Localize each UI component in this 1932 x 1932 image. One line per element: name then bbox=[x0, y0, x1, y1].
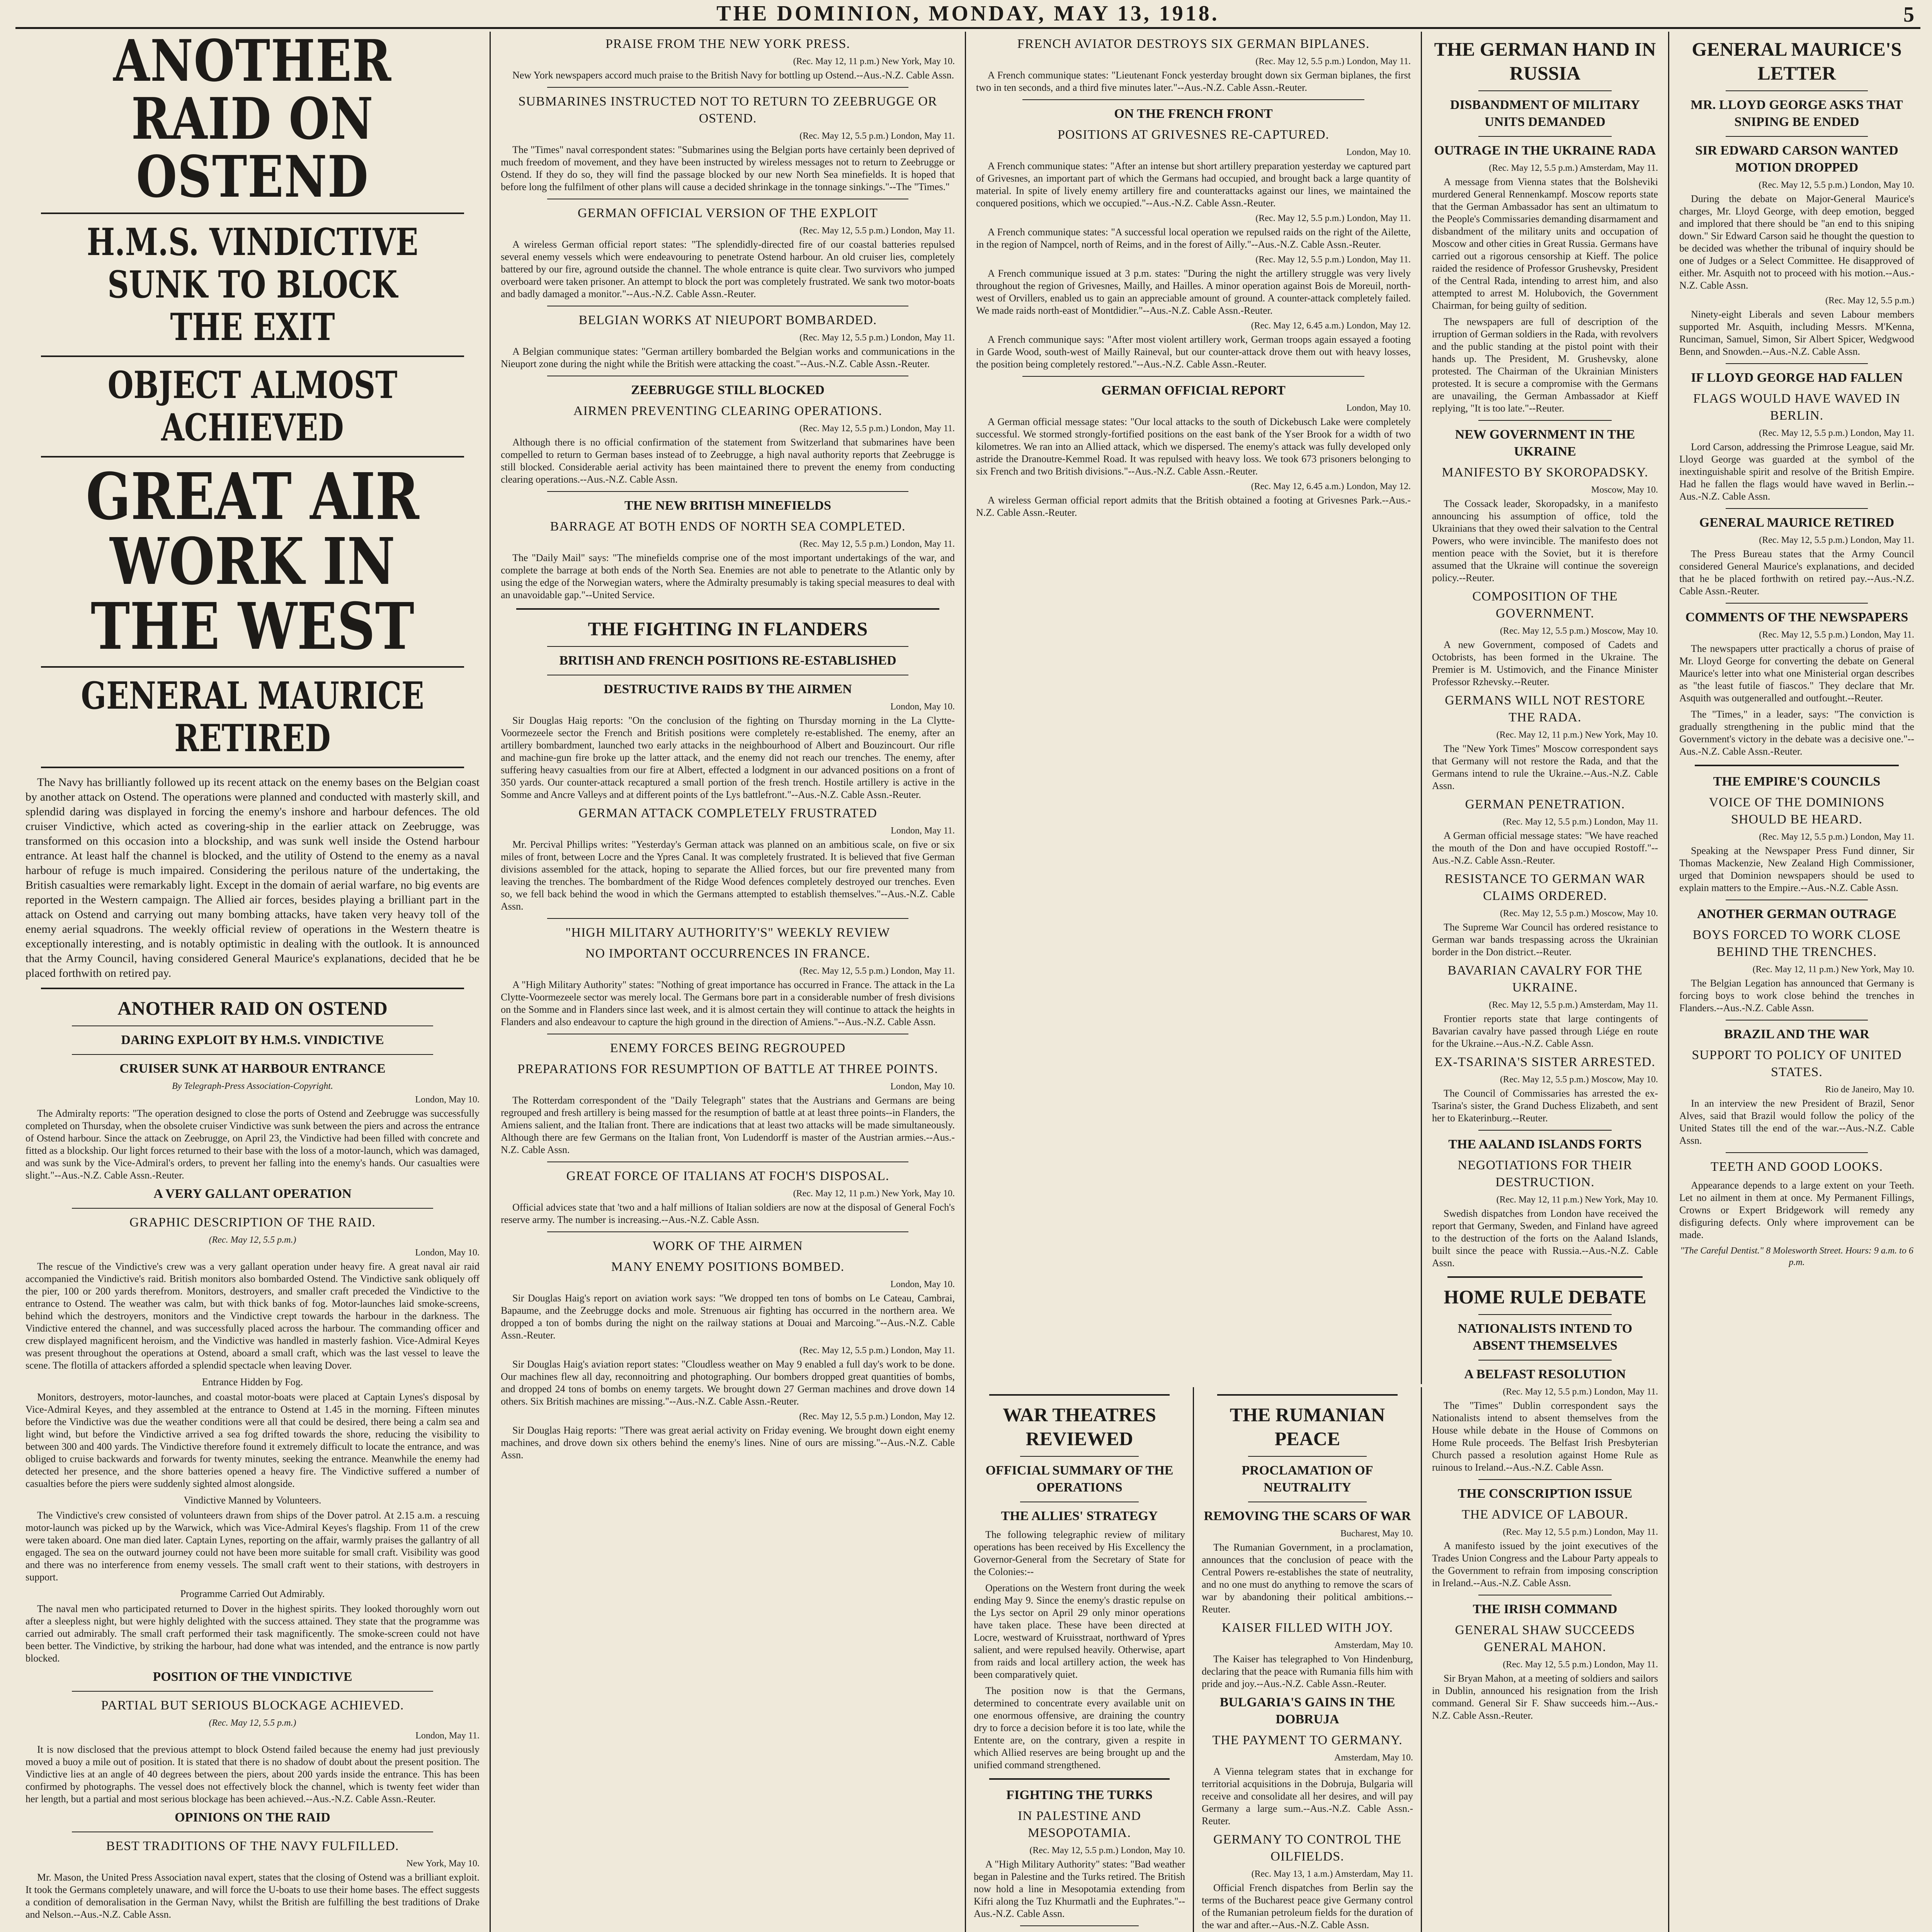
column-3-lower bbox=[966, 1387, 1422, 1932]
dateline: London, May 10. bbox=[415, 1248, 480, 1258]
lead-summary: The Navy has brilliantly followed up its recent attack on the enemy bases on the Belgian coast by another attack on Ostend. The operations were planned and conducted with masterly skill, and splendid daring was displayed in forcing the enemy's inshore and harbour defences. The old cruiser Vindictive, which acted as covering-ship in the earlier attack on Zeebrugge, was transformed on this occasion into a blockship, and was sunk well inside the Ostend harbour entrance. At least half the channel is blocked, and the utility of Ostend to the enemy as a naval harbour of refuge is much impaired. Considering the perilous nature of the undertaking, the British casualties were remarkably light. Except in the domain of aerial warfare, no big events are reported in the Western campaign. The Allied air forces, besides playing a brilliant part in the attack on Ostend and carrying out many bombing attacks, have taken very heavy toll of the enemy aerial squadrons. The weekly official review of operations in the Western theatre is exceptionally interesting, and is notably optimistic in dealing with the outlook. It is announced that the Army Council, having considered General Maurice's explanations, decided that he be placed forthwith on retired pay. bbox=[26, 776, 480, 980]
column-2 bbox=[491, 32, 966, 1932]
article-paragraph: The Cossack leader, Skoropadsky, in a manifesto announcing his assumption of office, told the Ukrainians that they owed their salvation to the Central Powers, who were invincible. The manifesto does not mention peace with the Soviet, but it is therefore assumed that the Ukraine will continue the sovereign policy.--Reuter. bbox=[1432, 498, 1658, 583]
subheading: A BELFAST RESOLUTION bbox=[1464, 1367, 1626, 1381]
dateline: (Rec. May 12, 5.5 p.m.) London, May 11. bbox=[1759, 832, 1914, 842]
dateline: (Rec. May 12, 5.5 p.m.) bbox=[209, 1718, 296, 1728]
article-paragraph: A French communique states: "A successful local operation we repulsed raids on the right of the Ailette, in the region of Nampcel, north of Reims, and in the forest of Ailly."--Aus.-N.Z. Cable Assn.-Reuter. bbox=[976, 226, 1411, 250]
article-paragraph: A French communique says: "After most violent artillery work, German troops again essayed a footing in Garde Wood, south-west of Mailly Raineval, but our counter-attack drove them out with heavy losses, the position being completely restored."--Aus.-N.Z. Cable Assn.-Reuter. bbox=[976, 334, 1411, 370]
dateline: London, May 11. bbox=[415, 1731, 480, 1741]
article-paragraph: It is now disclosed that the previous attempt to block Ostend failed because the enemy had just previously moved a buoy a mile out of position. It is stated that there is no shadow of doubt about the present position. The Vindictive lies at an angle of 40 degrees between the piers, about 200 yards inside the entrance. This has been confirmed by photographs. The vessel does not effectively block the channel, which is twenty feet wider than her length, but a partial and most serious blockage has been achieved.--Aus.-N.Z. Cable Assn.-Reuter. bbox=[26, 1744, 480, 1804]
article-paragraph: The position now is that the Germans, determined to concentrate every available unit on one enormous offensive, are draining the country dry to force a decision before it is too late, while the Entente are, on the contrary, given a respite in which Allied reserves are being brought up and the unified command strengthened. bbox=[974, 1685, 1185, 1770]
dateline: (Rec. May 12, 5.5 p.m.) London, May 11. bbox=[1503, 1387, 1658, 1397]
advert-address: "The Careful Dentist." 8 Molesworth Street. Hours: 9 a.m. to 6 p.m. bbox=[1680, 1246, 1913, 1267]
subheading: RESISTANCE TO GERMAN WAR CLAIMS ORDERED. bbox=[1444, 872, 1646, 903]
dateline: Rio de Janeiro, May 10. bbox=[1825, 1085, 1914, 1095]
article-paragraph: The newspapers are full of description of the irruption of German soldiers in the Rada, with revolvers and the public standing at the pistol point with their hands up. The President, M. Grushevsky, alone protested. The Chairman of the Ukrainian Ministers protested. It is secure a compromise with the Germans are unavailing, the German Ambassador at Kieff replying, "It is too late."--Reuter. bbox=[1432, 316, 1658, 414]
dateline: (Rec. May 12, 5.5 p.m.) London, May 11. bbox=[1255, 255, 1411, 265]
divider bbox=[1020, 1925, 1139, 1926]
divider bbox=[1726, 363, 1868, 364]
article-paragraph: Speaking at the Newspaper Press Fund dinner, Sir Thomas Mackenzie, New Zealand High Commissioner, urged that Dominion newspapers should be used to explain matters to the Empire.--Aus.-N.Z. Cable Assn. bbox=[1679, 845, 1914, 893]
dateline: (Rec. May 13, 1 a.m.) Amsterdam, May 11. bbox=[1251, 1869, 1413, 1879]
dateline: London, May 10. bbox=[890, 1279, 955, 1289]
divider bbox=[41, 456, 464, 457]
subheading: POSITION OF THE VINDICTIVE bbox=[153, 1670, 352, 1684]
article-paragraph: A Vienna telegram states that in exchange for territorial acquisitions in the Dobruja, Bulgaria will receive and consolidate all her desires, and will pay Germany a large sum.--Aus.-N.Z. Cable Assn.-Reuter. bbox=[1202, 1766, 1413, 1827]
dateline: London, May 10. bbox=[415, 1095, 480, 1105]
dateline: London, May 10. bbox=[1346, 403, 1411, 413]
divider bbox=[72, 1208, 433, 1209]
article-paragraph: Sir Douglas Haig reports: "On the conclusion of the fighting on Thursday morning in the La Clytte-Voormezeele sector the French and British positions were completely re-established. The enemy, after an artillery bombardment, launched two early attacks in the neighbourhood of Albert and Bouzincourt. Our rifle and machine-gun fire broke up the latter attack, and the enemy did not reach our trenches. The enemy, after suffering heavy casualties from our fire at Albert, effected a lodgment in our advanced positions on a front of 350 yards. Our counter-attack recaptured a small portion of the fresh trench. Hostile artillery is active in the Somme and Ancre Valleys and at different points of the Lys battlefront."--Aus.-N.Z. Cable Assn.-Reuter. bbox=[501, 715, 955, 800]
dateline: (Rec. May 12, 5.5 p.m.) Amsterdam, May 11. bbox=[1489, 163, 1658, 173]
dateline: (Rec. May 12, 5.5 p.m.) Moscow, May 10. bbox=[1500, 626, 1658, 636]
subheading: MANY ENEMY POSITIONS BOMBED. bbox=[611, 1260, 845, 1274]
article-paragraph: A manifesto issued by the joint executives of the Trades Union Congress and the Labour Party appeals to the Government to refrain from imposing conscription in Ireland.--Aus.-N.Z. Cable Assn. bbox=[1432, 1540, 1658, 1588]
divider bbox=[1478, 1479, 1612, 1480]
subheading: SUBMARINES INSTRUCTED NOT TO RETURN TO ZEEBRUGGE OR OSTEND. bbox=[518, 94, 937, 126]
subheading: GENERAL MAURICE RETIRED bbox=[1699, 515, 1895, 530]
headline-another-raid: ANOTHER RAID ON OSTEND bbox=[113, 32, 392, 210]
article-paragraph: Official French dispatches from Berlin say the terms of the Bucharest peace give Germany control of the Rumanian petroleum fields for the duration of the war and after.--Aus.-N.Z. Cable Assn. bbox=[1202, 1882, 1413, 1930]
subheading: MR. LLOYD GEORGE ASKS THAT SNIPING BE ENDED bbox=[1690, 98, 1903, 129]
divider bbox=[1726, 90, 1868, 91]
article-paragraph: A French communique issued at 3 p.m. states: "During the night the artillery struggle was very lively throughout the region of Grivesnes, Mailly, and Hailles. A minor operation against Bois de Moreuil, north-west of Orvillers, enabled us to gain an appreciable amount of ground. A counter-attack completely failed. We made raids north-east of Montdidier."--Aus.-N.Z. Cable Assn.-Reuter. bbox=[976, 268, 1411, 316]
divider bbox=[1726, 603, 1868, 604]
subheading: MANIFESTO BY SKOROPADSKY. bbox=[1442, 465, 1648, 480]
article-paragraph: A "High Military Authority" states: "Nothing of great importance has occurred in France. The attack in the La Clytte-Voormezeele sector was merely local. The Germans bore part in a considerable number of fresh divisions on the Somme and in Flanders since last week, and it is almost certain they will continue to attack the heights in Flanders and also endeavour to capture the high ground in the direction of Amiens."--Aus.-N.Z. Cable Assn. bbox=[501, 979, 955, 1027]
article-paragraph: Mr. Mason, the United Press Association naval expert, states that the closing of Ostend was a brilliant exploit. It took the Germans completely unaware, and will force the U-boats to use their home bases. The effect suggests a condition of demoralisation in the German Navy, whilst the British are fulfilling the best traditions of Drake and Nelson.--Aus.-N.Z. Cable Assn. bbox=[26, 1872, 480, 1920]
divider bbox=[547, 1231, 908, 1232]
subheading: ZEEBRUGGE STILL BLOCKED bbox=[631, 383, 825, 397]
advert-heading: TEETH AND GOOD LOOKS. bbox=[1711, 1160, 1883, 1174]
dateline: (Rec. May 12, 5.5 p.m.) London, May 11. bbox=[1759, 428, 1914, 438]
subheading: BELGIAN WORKS AT NIEUPORT BOMBARDED. bbox=[578, 313, 877, 327]
dateline: Amsterdam, May 10. bbox=[1334, 1753, 1413, 1763]
subheading: BARRAGE AT BOTH ENDS OF NORTH SEA COMPLETED. bbox=[550, 519, 906, 534]
article-paragraph: A new Government, composed of Cadets and Octobrists, has been formed in the Ukraine. The Premier is M. Ustimovich, and the Finance Minister Professor Rzhevsky.--Reuter. bbox=[1432, 639, 1658, 687]
article-paragraph: Mr. Percival Phillips writes: "Yesterday's German attack was planned on an ambitious scale, on five or six miles of front, between Locre and the Ypres Canal. It was completely frustrated. It is believed that five German divisions assembled for the attack, hoping to separate the Allied forces, but our fire prevented many from leaving the trenches. The bombardment of the Ridge Wood defences completely destroyed our trenches. Even so, we fell back behind the wood in which the Germans attempted to establish themselves."--Aus.-N.Z. Cable Assn. bbox=[501, 839, 955, 912]
dateline: Moscow, May 10. bbox=[1591, 485, 1658, 495]
article-paragraph: A message from Vienna states that the Bolsheviki murdered General Rennenkampf. Moscow reports state that the German Ambassador has sent an ultimatum to the People's Commissaries demanding disarmament and disbandment of the military units and occupation of Moscow and other cities in Great Russia. Germans have carried out a rigorous censorship at Kieff. The police raided the residence of Professor Grushevsky, President of the Central Rada, intending to arrest him, and also attempted to arrest M. Holubovich, the Government Chairman, for being guilty of sedition. bbox=[1432, 176, 1658, 311]
dateline: (Rec. May 12, 6.45 a.m.) London, May 12. bbox=[1251, 481, 1411, 492]
dateline: (Rec. May 12, 5.5 p.m.) London, May 11. bbox=[1503, 1660, 1658, 1670]
dateline: (Rec. May 12, 5.5 p.m.) London, May 11. bbox=[799, 333, 955, 343]
divider bbox=[1248, 1456, 1367, 1457]
headline-vindictive-sunk: H.M.S. VINDICTIVE SUNK TO BLOCK THE EXIT bbox=[87, 220, 418, 349]
article-paragraph: Ninety-eight Liberals and seven Labour members supported Mr. Asquith, including Messrs. M'Kenna, Runciman, Samuel, Simon, Sir Albert Spicer, Wedgwood Benn, and Snowden.--Aus.-N.Z. Cable Assn. bbox=[1679, 309, 1914, 357]
dateline: (Rec. May 12, 11 p.m.) New York, May 10. bbox=[1752, 964, 1914, 975]
subheading: DESTRUCTIVE RAIDS BY THE AIRMEN bbox=[604, 682, 852, 696]
column-3 bbox=[966, 32, 1422, 1384]
dateline: (Rec. May 12, 5.5 p.m.) London, May 11. bbox=[1759, 630, 1914, 640]
subheading: OFFICIAL SUMMARY OF THE OPERATIONS bbox=[985, 1463, 1173, 1495]
subheading: GERMAN OFFICIAL REPORT bbox=[1101, 383, 1286, 398]
article-paragraph: Sir Douglas Haig's report on aviation work says: "We dropped ten tons of bombs on Le Cateau, Cambrai, Bapaume, and the Zeebrugge docks and mole. Strenuous air fighting has occurred in the northern area. We dropped a ton of bombs during the night on the railway stations at Douai and Marcoing."--Aus.-N.Z. Cable Assn.-Reuter. bbox=[501, 1293, 955, 1341]
article-paragraph: A German official message states: "We have reached the mouth of the Don and have occupied Rostoff."--Aus.-N.Z. Cable Assn.-Reuter. bbox=[1432, 830, 1658, 866]
article-paragraph: The Vindictive's crew consisted of volunteers drawn from ships of the Dover patrol. At 2.15 a.m. a rescuing motor-launch was picked up by the Warwick, which was Vice-Admiral Keyes's flagship. From 11 of the crew were taken aboard. One man died later. Captain Lynes, reporting on the affair, warmly praises the gallantry of all engaged. The sea on the outward journey could not have been more suitable for small craft. Visibility was good and there was no interference from enemy vessels. The small craft went to their stations, with destroyers in support. bbox=[26, 1510, 480, 1583]
subheading: ON THE FRENCH FRONT bbox=[1114, 107, 1273, 121]
headline-great-air-work: GREAT AIR WORK IN THE WEST bbox=[86, 459, 419, 664]
divider bbox=[41, 988, 464, 989]
article-paragraph: Although there is no official confirmation of the statement from Switzerland that submarines have been compelled to return to German bases instead of to Zeebrugge, a high naval authority reports that Zeebrugge is still blocked. Considerable aerial activity has been maintained there to prevent the enemy from conducting clearing operations.--Aus.-N.Z. Cable Assn. bbox=[501, 437, 955, 485]
dateline: (Rec. May 12, 5.5 p.m.) bbox=[1825, 296, 1914, 306]
subheading: THE EMPIRE'S COUNCILS bbox=[1713, 774, 1881, 789]
dateline: (Rec. May 12, 5.5 p.m.) London, May 11. bbox=[1503, 817, 1658, 827]
subheading: REMOVING THE SCARS OF WAR bbox=[1204, 1509, 1411, 1523]
article-paragraph: The Press Bureau states that the Army Council considered General Maurice's explanations, and decided that he be placed forthwith on retired pay.--Aus.-N.Z. Cable Assn.-Reuter. bbox=[1679, 548, 1914, 597]
subheading: POSITIONS AT GRIVESNES RE-CAPTURED. bbox=[1057, 128, 1330, 142]
divider bbox=[989, 1778, 1170, 1780]
headline-maurice-letter: GENERAL MAURICE'S LETTER bbox=[1692, 38, 1902, 84]
dateline: (Rec. May 12, 5.5 p.m.) London, May 11. bbox=[799, 131, 955, 141]
dateline: (Rec. May 12, 5.5 p.m.) London, May 11. bbox=[799, 539, 955, 549]
subheading: "HIGH MILITARY AUTHORITY'S" WEEKLY REVIEW bbox=[565, 925, 890, 940]
subheading: BRAZIL AND THE WAR bbox=[1724, 1027, 1869, 1041]
article-paragraph: The rescue of the Vindictive's crew was a very gallant operation under heavy fire. A great naval air raid accompanied the Vindictive's raid. British monitors also bombarded Ostend. The Vindictive sank obliquely off the pier, 100 or 200 yards therefrom. Monitors, destroyers, and smaller craft preceded the Vindictive to the entrance to Ostend. The weather was calm, but with thick banks of fog. Motor-launches laid smoke-screens, behind which the destroyers, monitors and the Vindictive crept towards the harbour in the darkness. The Vindictive entered the channel, and was successfully placed across the harbour. The commanding officer and crew displayed magnificent heroism, and the Vindictive was handled in masterly fashion. Vice-Admiral Keyes was present throughout the operations at Ostend, aboard a small craft, which was the last vessel to leave the scene. The flotilla of attackers afforded a splendid spectacle when leaving Dover. bbox=[26, 1261, 480, 1371]
divider bbox=[1478, 420, 1612, 421]
subheading: NEGOTIATIONS FOR THEIR DESTRUCTION. bbox=[1458, 1158, 1633, 1189]
divider bbox=[1022, 376, 1364, 377]
article-paragraph: Frontier reports state that large contingents of Bavarian cavalry have passed through Liége en route for the Ukraine.--Aus.-N.Z. Cable Assn. bbox=[1432, 1013, 1658, 1049]
column-1 bbox=[15, 32, 491, 1932]
masthead-title: THE DOMINION, MONDAY, MAY 13, 1918. bbox=[716, 2, 1219, 26]
dateline: (Rec. May 12, 11 p.m.) New York, May 10. bbox=[793, 1189, 955, 1199]
subheading: IF LLOYD GEORGE HAD FALLEN bbox=[1691, 371, 1903, 385]
dateline: (Rec. May 12, 5.5 p.m.) Moscow, May 10. bbox=[1500, 1075, 1658, 1085]
divider bbox=[516, 608, 939, 610]
subheading: COMMENTS OF THE NEWSPAPERS bbox=[1685, 610, 1908, 624]
dateline: (Rec. May 12, 11 p.m.) New York, May 10. bbox=[1496, 730, 1658, 740]
headline-home-rule: HOME RULE DEBATE bbox=[1444, 1286, 1646, 1308]
war-theatres-column bbox=[966, 1387, 1194, 1932]
subheading: PARTIAL BUT SERIOUS BLOCKAGE ACHIEVED. bbox=[101, 1698, 404, 1713]
subheading: GERMAN PENETRATION. bbox=[1465, 797, 1625, 811]
subheading: CRUISER SUNK AT HARBOUR ENTRANCE bbox=[119, 1061, 386, 1076]
subheading: PREPARATIONS FOR RESUMPTION OF BATTLE AT THREE POINTS. bbox=[517, 1062, 938, 1076]
divider bbox=[1478, 136, 1612, 137]
dateline: London, May 10. bbox=[890, 702, 955, 712]
subheading: IN PALESTINE AND MESOPOTAMIA. bbox=[1018, 1809, 1141, 1840]
subheading: FRENCH AVIATOR DESTROYS SIX GERMAN BIPLANES. bbox=[1017, 37, 1370, 51]
dateline: (Rec. May 12, 6.45 a.m.) London, May 12. bbox=[1251, 321, 1411, 331]
page-number: 5 bbox=[1903, 3, 1917, 27]
divider bbox=[1020, 1456, 1139, 1457]
dateline: (Rec. May 12, 5.5 p.m.) London, May 11. bbox=[1759, 535, 1914, 545]
article-paragraph: The newspapers utter practically a chorus of praise of Mr. Lloyd George for converting the debate on General Maurice's letter into what one Ministerial organ describes as "the least futile of fiascos." They declare that Mr. Asquith was outgeneralled and outfought.--Reuter. bbox=[1679, 643, 1914, 704]
divider bbox=[1478, 1130, 1612, 1131]
article-paragraph: New York newspapers accord much praise to the British Navy for bottling up Ostend.--Aus.-N.Z. Cable Assn. bbox=[512, 70, 954, 81]
subheading: THE PAYMENT TO GERMANY. bbox=[1212, 1733, 1403, 1747]
dateline: (Rec. May 12, 5.5 p.m.) London, May 11. bbox=[1255, 213, 1411, 223]
rumanian-peace-column bbox=[1194, 1387, 1422, 1932]
subheading: WORK OF THE AIRMEN bbox=[653, 1239, 803, 1253]
byline: By Telegraph-Press Association-Copyright. bbox=[172, 1081, 333, 1091]
article-paragraph: The "Times," in a leader, says: "The conviction is gradually strengthening in the public mind that the Government's victory in the debate was a decisive one."--Aus.-N.Z. Cable Assn.-Reuter. bbox=[1679, 709, 1914, 757]
subheading: GERMANY TO CONTROL THE OILFIELDS. bbox=[1213, 1832, 1401, 1864]
dateline: (Rec. May 12, 5.5 p.m.) London, May 10. bbox=[1759, 180, 1914, 190]
dateline: (Rec. May 12, 11 p.m.) New York, May 10. bbox=[793, 56, 955, 66]
dateline: London, May 11. bbox=[891, 826, 955, 836]
article-paragraph: The Council of Commissaries has arrested the ex-Tsarina's sister, the Grand Duchess Elizabeth, and sent her to Ekaterinburg.--Reuter. bbox=[1432, 1088, 1658, 1124]
article-paragraph: The Supreme War Council has ordered resistance to German war bands trespassing across the Ukrainian border in the Don district.--Reuter. bbox=[1432, 922, 1658, 957]
divider bbox=[1478, 1314, 1612, 1315]
headline-object-achieved: OBJECT ALMOST ACHIEVED bbox=[107, 363, 398, 449]
subheading: GERMAN OFFICIAL VERSION OF THE EXPLOIT bbox=[578, 206, 878, 220]
divider bbox=[1726, 1152, 1868, 1153]
divider bbox=[1726, 508, 1868, 509]
divider bbox=[547, 491, 908, 492]
divider bbox=[989, 1394, 1170, 1396]
article-paragraph: Operations on the Western front during the week ending May 9. Since the enemy's drastic repulse on the Lys sector on April 29 only minor operations have taken place. These have been directed at Locre, westward of Kruisstraat, northward of Ypres salient, and were repulsed heavily. Otherwise, apart from raids and local artillery action, the week has been comparatively quiet. bbox=[974, 1582, 1185, 1680]
divider bbox=[1695, 765, 1899, 766]
divider bbox=[41, 355, 464, 357]
divider bbox=[72, 1054, 433, 1055]
headline-war-theatres: WAR THEATRES REVIEWED bbox=[1003, 1404, 1156, 1449]
divider bbox=[41, 213, 464, 214]
subheading: THE AALAND ISLANDS FORTS bbox=[1448, 1137, 1642, 1151]
article-paragraph: During the debate on Major-General Maurice's charges, Mr. Lloyd George, with deep emotion, begged and implored that there should be "an end to this sniping down." Sir Edward Carson said he thought the question to be decided was whether the tribunal of inquiry should be one of Judges or a Select Committee. He disapproved of either. Mr. Asquith not to proceed with his motion.--Aus.-N.Z. Cable Assn. bbox=[1679, 193, 1914, 291]
article-paragraph: A wireless German official report states: "The splendidly-directed fire of our coastal batteries repulsed several enemy vessels which were endeavouring to penetrate Ostend harbour. An old cruiser lies, completely battered by our fire, aground outside the channel. The whole entrance is quite clear. Two survivors who jumped overboard were taken prisoner. An attempt to block the port was completely frustrated. We sank two motor-boats and badly damaged a monitor."--Aus.-N.Z. Cable Assn.-Reuter. bbox=[501, 239, 955, 299]
divider bbox=[1726, 136, 1868, 137]
subheading: GENERAL SHAW SUCCEEDS GENERAL MAHON. bbox=[1455, 1623, 1635, 1654]
article-paragraph: The "Times" Dublin correspondent says the Nationalists intend to absent themselves from the House while debate in the House of Commons on Home Rule proceeds. The Belfast Irish Presbyterian Church passed a resolution against Home Rule as ruinous to Ireland.--Aus.-N.Z. Cable Assn. bbox=[1432, 1400, 1658, 1473]
dateline: (Rec. May 12, 5.5 p.m.) London, May 11. bbox=[799, 1345, 955, 1355]
headline-maurice-retired: GENERAL MAURICE RETIRED bbox=[81, 674, 424, 760]
article-paragraph: A "High Military Authority" states: "Bad weather began in Palestine and the Turks retired. The British now hold a line in Mesopotamia extending from Kifri along the Tuz Khurmatli and the Euphrates."--Aus.-N.Z. Cable Assn. bbox=[974, 1859, 1185, 1919]
subheading: GRAPHIC DESCRIPTION OF THE RAID. bbox=[129, 1215, 376, 1230]
subheading: OUTRAGE IN THE UKRAINE RADA bbox=[1434, 143, 1656, 158]
subheading: GREAT FORCE OF ITALIANS AT FOCH'S DISPOSAL. bbox=[566, 1169, 889, 1183]
subheading: SIR EDWARD CARSON WANTED MOTION DROPPED bbox=[1695, 143, 1898, 175]
article-paragraph: Sir Bryan Mahon, at a meeting of soldiers and sailors in Dublin, announced his resignation from the Irish command. General Sir F. Shaw succeeds him.--Aus.-N.Z. Cable Assn.-Reuter. bbox=[1432, 1673, 1658, 1721]
dateline: (Rec. May 12, 5.5 p.m.) London, May 11. bbox=[799, 966, 955, 976]
subheading: SUPPORT TO POLICY OF UNITED STATES. bbox=[1692, 1048, 1902, 1079]
dateline: London, May 10. bbox=[890, 1082, 955, 1092]
dateline: (Rec. May 12, 5.5 p.m.) London, May 11. bbox=[799, 226, 955, 236]
subheading: NEW GOVERNMENT IN THE UKRAINE bbox=[1455, 427, 1635, 459]
article-paragraph: The "Daily Mail" says: "The minefields comprise one of the most important undertakings of the war, and complete the barrage at both ends of the North Sea. Enemies are not able to penetrate to the Atlantic only by using the edge of the Norwegian waters, where the Admiralty presumably is taking special measures to deal with an unavoidable gap."--United Service. bbox=[501, 552, 955, 600]
subheading: OPINIONS ON THE RAID bbox=[175, 1810, 330, 1825]
divider bbox=[41, 666, 464, 668]
subheading: DARING EXPLOIT BY H.M.S. VINDICTIVE bbox=[121, 1033, 384, 1047]
crosshead: Entrance Hidden by Fog. bbox=[202, 1376, 303, 1388]
dateline: London, May 10. bbox=[1346, 147, 1411, 157]
dateline: (Rec. May 12, 5.5 p.m.) bbox=[209, 1235, 296, 1245]
subheading: AIRMEN PREVENTING CLEARING OPERATIONS. bbox=[573, 404, 883, 418]
divider bbox=[547, 646, 908, 647]
subheading: THE NEW BRITISH MINEFIELDS bbox=[624, 498, 832, 513]
subheading: BAVARIAN CAVALRY FOR THE UKRAINE. bbox=[1447, 963, 1643, 995]
subheading: PRAISE FROM THE NEW YORK PRESS. bbox=[605, 37, 850, 51]
subheading: DISBANDMENT OF MILITARY UNITS DEMANDED bbox=[1450, 98, 1640, 129]
article-paragraph: Official advices state that 'two and a half millions of Italian soldiers are now at the disposal of General Foch's reserve army. The number is increasing.--Aus.-N.Z. Cable Assn. bbox=[501, 1202, 955, 1225]
article-paragraph: The Kaiser has telegraphed to Von Hindenburg, declaring that the peace with Rumania fills him with pride and joy.--Aus.-N.Z. Cable Assn.-Reuter. bbox=[1202, 1653, 1413, 1689]
dateline: New York, May 10. bbox=[406, 1859, 480, 1869]
column-4 bbox=[1422, 32, 1669, 1932]
dateline: (Rec. May 12, 11 p.m.) New York, May 10. bbox=[1496, 1195, 1658, 1205]
divider bbox=[547, 918, 908, 919]
article-paragraph: A Belgian communique states: "German artillery bombarded the Belgian works and communications in the Nieuport zone during the night while the British were attacking the coast."--Aus.-N.Z. Cable Assn.-Reuter. bbox=[501, 346, 955, 369]
subheading: FIGHTING THE TURKS bbox=[1006, 1788, 1153, 1802]
dateline: (Rec. May 12, 5.5 p.m.) London, May 11. bbox=[1255, 56, 1411, 66]
section-heading: ANOTHER RAID ON OSTEND bbox=[117, 997, 388, 1019]
subheading: BRITISH AND FRENCH POSITIONS RE-ESTABLISHED bbox=[559, 653, 896, 668]
article-paragraph: Swedish dispatches from London have received the report that Germany, Sweden, and Finland have agreed to the destruction of the forts on the Aaland Islands, built since the peace with Russia.--Aus.-N.Z. Cable Assn. bbox=[1432, 1208, 1658, 1269]
dateline: (Rec. May 12, 5.5 p.m.) Amsterdam, May 11. bbox=[1489, 1000, 1658, 1010]
article-paragraph: The naval men who participated returned to Dover in the highest spirits. They looked thoroughly worn out after a sleepless night, but were highly delighted with the success attained. They state that the programme was carried out admirably. The small craft performed their task magnificently. The smoke-screen could not have been better. The Vindictive, by striking the harbour, had done what was intended, and the entrance is now partly blocked. bbox=[26, 1603, 480, 1664]
article-paragraph: Lord Carson, addressing the Primrose League, said Mr. Lloyd George was guarded at the symbol of the inextinguishable spirit and resolve of the British Empire. Had he fallen the flags would have waved in Berlin.--Aus.-N.Z. Cable Assn. bbox=[1679, 441, 1914, 502]
subheading: BULGARIA'S GAINS IN THE DOBRUJA bbox=[1219, 1695, 1395, 1726]
subheading: BEST TRADITIONS OF THE NAVY FULFILLED. bbox=[106, 1839, 399, 1853]
article-paragraph: Sir Douglas Haig's aviation report states: "Cloudless weather on May 9 enabled a full day's work to be done. Our machines flew all day, reconnoitring and photographing. Our bombers dropped great quantities of bombs, and dropped 24 tons of bombs on enemy targets. We brought down 27 German machines and drove down 14 others. Six British machines are missing."--Aus.-N.Z. Cable Assn.-Reuter. bbox=[501, 1359, 955, 1407]
dateline: Amsterdam, May 10. bbox=[1334, 1640, 1413, 1650]
subheading: FLAGS WOULD HAVE WAVED IN BERLIN. bbox=[1693, 391, 1901, 423]
masthead bbox=[15, 0, 1920, 29]
subheading: BOYS FORCED TO WORK CLOSE BEHIND THE TRENCHES. bbox=[1692, 928, 1901, 959]
divider bbox=[41, 767, 464, 768]
subheading: COMPOSITION OF THE GOVERNMENT. bbox=[1472, 589, 1618, 621]
crosshead: Programme Carried Out Admirably. bbox=[180, 1588, 325, 1599]
subheading: A VERY GALLANT OPERATION bbox=[153, 1187, 352, 1201]
article-paragraph: A German official message states: "Our local attacks to the south of Dickebusch Lake were completely successful. We stormed strongly-fortified positions on the east bank of the Yser Brook for a width of two kilometres. We ran into an Allied attack, which we dispersed. The enemy's attack was fully developed only astride the Dranoutre-Kemmel Road. It was repulsed with heavy loss. We took 673 prisoners belonging to six French and two British divisions."--Aus.-N.Z. Cable Assn.-Reuter. bbox=[976, 416, 1411, 477]
headline-rumanian-peace: THE RUMANIAN PEACE bbox=[1230, 1404, 1385, 1449]
divider bbox=[1447, 1276, 1643, 1278]
subheading: GERMANS WILL NOT RESTORE THE RADA. bbox=[1445, 693, 1645, 724]
article-paragraph: Sir Douglas Haig reports: "There was great aerial activity on Friday evening. We brought down eight enemy machines, and drove down six others behind the enemy's lines. Nine of ours are missing."--Aus.-N.Z. Cable Assn. bbox=[501, 1425, 955, 1461]
subheading: EX-TSARINA'S SISTER ARRESTED. bbox=[1435, 1055, 1655, 1069]
subheading: KAISER FILLED WITH JOY. bbox=[1222, 1621, 1393, 1635]
divider bbox=[1022, 99, 1364, 100]
article-paragraph: The "New York Times" Moscow correspondent says that Germany will not restore the Rada, and that the Germans intend to rule the Ukraine.--Aus.-N.Z. Cable Assn. bbox=[1432, 743, 1658, 791]
subheading: THE IRISH COMMAND bbox=[1473, 1602, 1617, 1616]
article-paragraph: The Belgian Legation has announced that Germany is forcing boys to work close behind the trenches in Flanders.--Aus.-N.Z. Cable Assn. bbox=[1679, 978, 1914, 1014]
dateline: (Rec. May 12, 5.5 p.m.) London, May 11. bbox=[799, 423, 955, 434]
divider bbox=[1478, 1360, 1612, 1361]
dateline: (Rec. May 12, 5.5 p.m.) Moscow, May 10. bbox=[1500, 908, 1658, 918]
divider bbox=[547, 87, 908, 88]
divider bbox=[72, 1691, 433, 1692]
subheading: THE CONSCRIPTION ISSUE bbox=[1458, 1486, 1633, 1501]
divider bbox=[1217, 1394, 1398, 1396]
dateline: (Rec. May 12, 5.5 p.m.) London, May 12. bbox=[799, 1412, 955, 1422]
headline-german-hand-russia: THE GERMAN HAND IN RUSSIA bbox=[1434, 38, 1656, 84]
article-paragraph: A French communique states: "After an intense but short artillery preparation yesterday we captured part of Grivesnes, an important part of which the Germans had occupied, and brought back a large quantity of material. In spite of lively enemy artillery fire and counterattacks against our lines, we maintained the conquered positions, which we occupied."--Aus.-N.Z. Cable Assn.-Reuter. bbox=[976, 160, 1411, 209]
subheading: THE ADVICE OF LABOUR. bbox=[1462, 1507, 1628, 1522]
subheading: THE ALLIES' STRATEGY bbox=[1001, 1509, 1158, 1523]
subheading: VOICE OF THE DOMINIONS SHOULD BE HEARD. bbox=[1709, 795, 1885, 827]
divider bbox=[1478, 90, 1612, 91]
dateline: (Rec. May 12, 5.5 p.m.) London, May 10. bbox=[1029, 1845, 1185, 1855]
article-paragraph: Monitors, destroyers, motor-launches, and coastal motor-boats were placed at Captain Lynes's disposal by Vice-Admiral Keyes, and they assembled at the entrance to Ostend at 1.45 in the morning. Fifteen minutes before the Vindictive was due the weather conditions were all that could be desired, there being a calm sea and light wind, but before the Vindictive arrived a sea fog drifted towards the shore, reducing the visibility to between 300 and 400 yards. The Vindictive therefore found it extremely difficult to locate the entrance, and was obliged to cruise backwards and forwards for twenty minutes, seeking the entrance. Meanwhile the enemy had detected her presence, and the shore batteries opened a heavy fire. The Vindictive suffered a number of casualties before the piers were suddenly sighted almost alongside. bbox=[26, 1391, 480, 1489]
article-paragraph: A French communique states: "Lieutenant Fonck yesterday brought down six German biplanes, the first two in ten seconds, and a third five minutes later."--Aus.-N.Z. Cable Assn.-Reuter. bbox=[976, 70, 1411, 93]
subheading: ENEMY FORCES BEING REGROUPED bbox=[610, 1041, 846, 1055]
subheading: ANOTHER GERMAN OUTRAGE bbox=[1697, 907, 1896, 921]
article-paragraph: The following telegraphic review of military operations has been received by His Excellency the Governor-General from the Secretary of State for the Colonies:-- bbox=[974, 1529, 1185, 1577]
subheading: NO IMPORTANT OCCURRENCES IN FRANCE. bbox=[585, 946, 871, 961]
subheading: PROCLAMATION OF NEUTRALITY bbox=[1242, 1463, 1373, 1495]
subheading: GERMAN ATTACK COMPLETELY FRUSTRATED bbox=[578, 806, 877, 820]
article-paragraph: The "Times" naval correspondent states: "Submarines using the Belgian ports have certainly been deprived of much freedom of movement, and they have been instructed by wireless messages not to return to Zeebrugge or Ostend. If they do so, they will find the passage blocked by our new North Sea minefields. It is hoped that before long the fulfilment of other plans will cause a decided shrinkage in the tonnage sinkings."--The "Times." bbox=[501, 144, 955, 192]
dateline: (Rec. May 12, 5.5 p.m.) London, May 11. bbox=[1503, 1527, 1658, 1537]
crosshead: Vindictive Manned by Volunteers. bbox=[184, 1495, 321, 1506]
article-paragraph: The Rumanian Government, in a proclamation, announces that the conclusion of peace with the Central Powers re-establishes the state of neutrality, and no one must do anything to remove the scars of war by abandoning their political ambitions.--Reuter. bbox=[1202, 1542, 1413, 1615]
dateline: Bucharest, May 10. bbox=[1340, 1529, 1413, 1539]
article-paragraph: The Rotterdam correspondent of the "Daily Telegraph" states that the Austrians and Germans are being regrouped and fresh artillery is being massed for the resumption of battle at at least three points--in Flanders, the Amiens salient, and the Italian front. There are indications that at least two attacks will be made simultaneously. Although there are few Germans on the Italian front, Von Ludendorff is master of the Austrian armies.--Aus.-N.Z. Cable Assn. bbox=[501, 1095, 955, 1155]
column-5 bbox=[1669, 32, 1924, 1932]
article-paragraph: The Admiralty reports: "The operation designed to close the ports of Ostend and Zeebrugge was successfully completed on Thursday, when the obsolete cruiser Vindictive was sunk between the piers and across the entrance of Ostend harbour. Since the attack on Zeebrugge, on April 23, the Vindictive had been filled with concrete and fitted as a blockship. Our light forces returned to their base with the loss of a motor-launch, which was damaged, and was sunk by the Vice-Admiral's orders, to prevent her falling into the enemy's hands. Our casualties were slight."--Aus.-N.Z. Cable Assn.-Reuter. bbox=[26, 1108, 480, 1181]
advert-text: Appearance depends to a large extent on your Teeth. Let no ailment in them at once. My Permanent Fillings, Crowns or Expert Bridgework will remedy any disfiguring defects. Only where improvement can be made. bbox=[1679, 1180, 1914, 1240]
article-paragraph: A wireless German official report admits that the British obtained a footing at Grivesnes Park.--Aus.-N.Z. Cable Assn.-Reuter. bbox=[976, 495, 1411, 518]
article-paragraph: In an interview the new President of Brazil, Senor Alves, said that Brazil would follow the policy of the United States till the end of the war.--Aus.-N.Z. Cable Assn. bbox=[1679, 1098, 1914, 1146]
headline-fighting-flanders: THE FIGHTING IN FLANDERS bbox=[588, 618, 868, 639]
subheading: NATIONALISTS INTEND TO ABSENT THEMSELVES bbox=[1458, 1321, 1633, 1353]
